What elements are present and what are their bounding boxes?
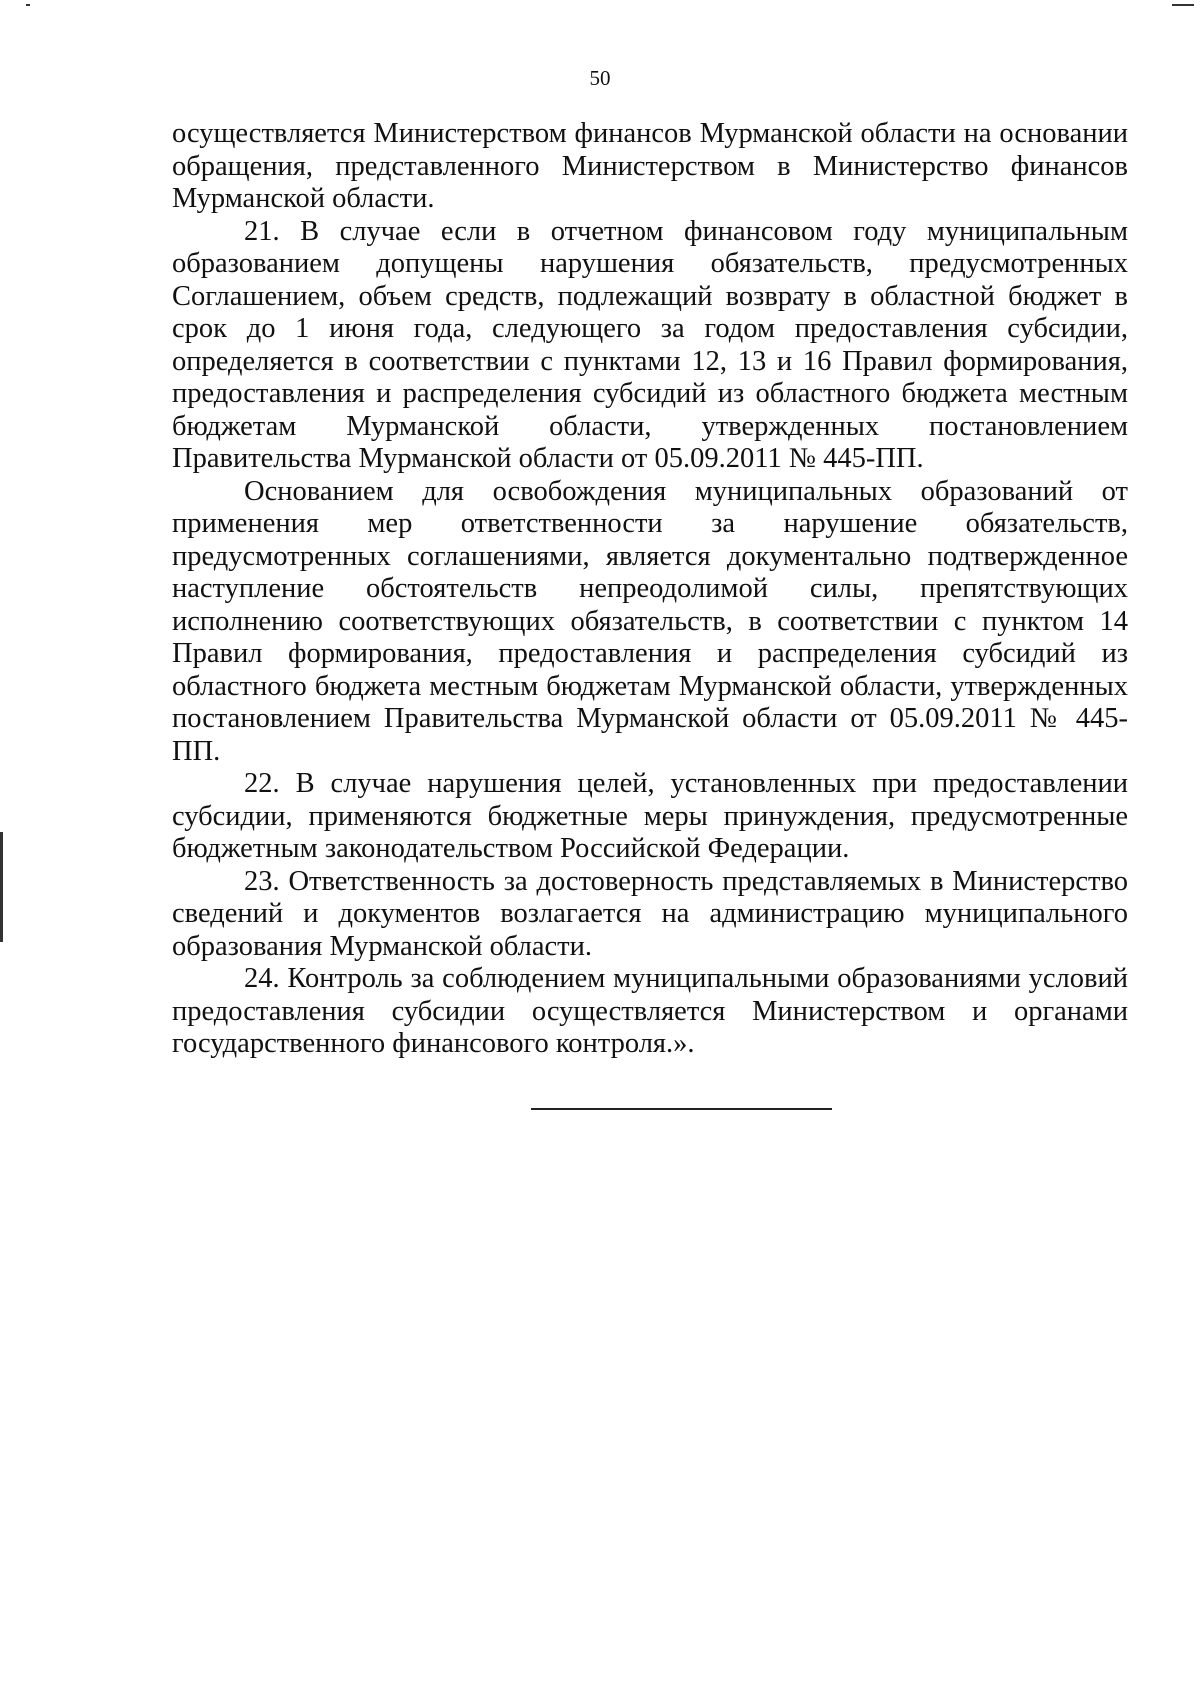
paragraph-clause-24: 24. Контроль за соблюдением муниципальными образованиями условий предоставления субсидии осуществляется Министерством и органами государственного финансового контроля.». <box>172 963 1128 1059</box>
scan-artifact-bar <box>0 832 3 942</box>
paragraph-exemption-basis: Основанием для освобождения муниципальных образований от применения мер ответственности за нарушение обязательств, предусмотренных соглашениями, является документально подтвержденное наступление обстоятельств непреодолимой силы, препятствующих исполнению соответствующих обязательств, в соответствии с пунктом 14 Правил формирования, предоставления и распределения субсидий из областного бюджета местным бюджетам Мурманской области, утвержденных постановлением Правительства Мурманской области от 05.09.2011 № 445-ПП. <box>172 475 1128 767</box>
paragraph-clause-22: 22. В случае нарушения целей, установленных при предоставлении субсидии, применяются бюджетные меры принуждения, предусмотренные бюджетным законодательством Российской Федерации. <box>172 768 1128 864</box>
document-body <box>172 118 1128 1061</box>
paragraph-clause-21: 21. В случае если в отчетном финансовом году муниципальным образованием допущены нарушения обязательств, предусмотренных Соглашением, объем средств, подлежащий возврату в областной бюджет в срок до 1 июня года, следующего за годом предоставления субсидии, определяется в соответствии с пунктами 12, 13 и 16 Правил формирования, предоставления и распределения субсидий из областного бюджета местным бюджетам Мурманской области, утвержденных постановлением Правительства Мурманской области от 05.09.2011 № 445-ПП. <box>172 215 1128 474</box>
paragraph-clause-23: 23. Ответственность за достоверность представляемых в Министерство сведений и документов возлагается на администрацию муниципального образования Мурманской области. <box>172 865 1128 962</box>
page-number: 50 <box>589 66 611 90</box>
scan-artifact-mark <box>26 4 30 6</box>
scan-artifact-mark <box>1172 4 1194 6</box>
paragraph-continuation: осуществляется Министерством финансов Мурманской области на основании обращения, представленного Министерством в Министерство финансов Мурманской области. <box>172 118 1128 214</box>
end-of-document-rule <box>531 1108 832 1110</box>
